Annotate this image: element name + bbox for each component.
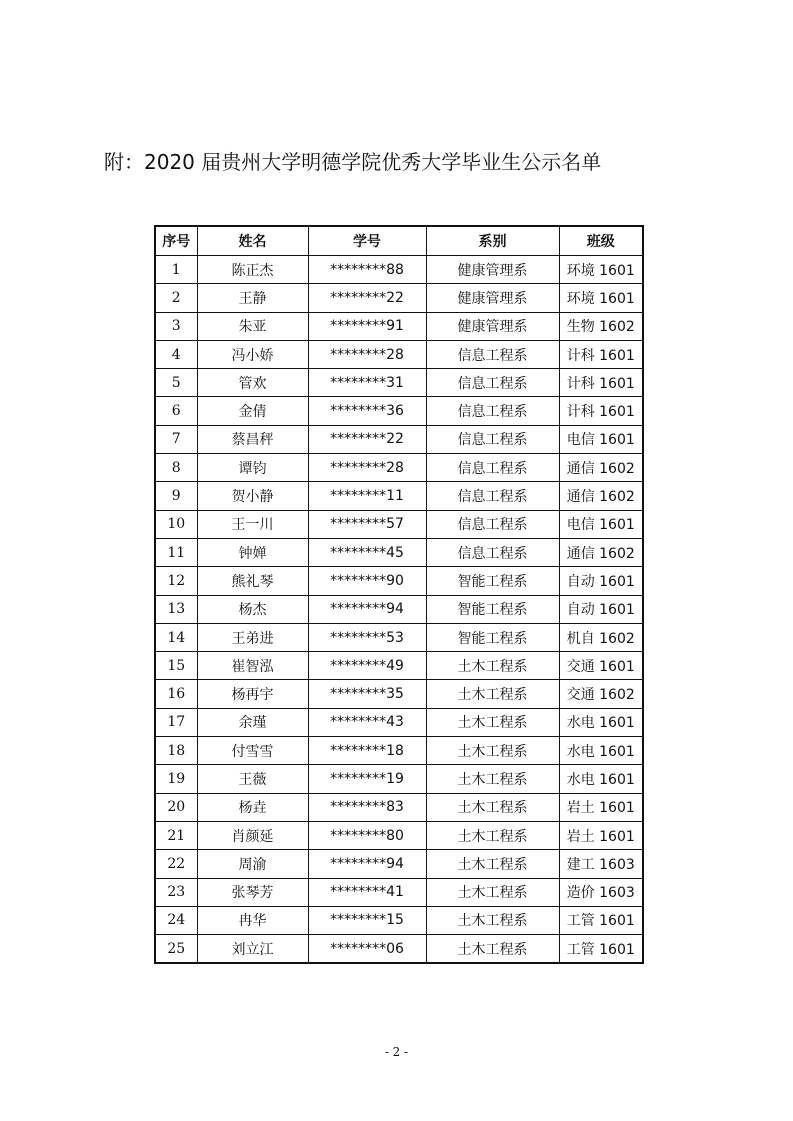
cell-class: 计科 1601 <box>559 369 643 397</box>
cell-department: 信息工程系 <box>426 538 559 566</box>
cell-name: 刘立江 <box>197 935 308 964</box>
cell-student-id: ********57 <box>308 510 426 538</box>
cell-department: 信息工程系 <box>426 510 559 538</box>
cell-serial-number: 20 <box>155 793 197 821</box>
cell-department: 智能工程系 <box>426 623 559 651</box>
cell-student-id: ********43 <box>308 708 426 736</box>
cell-serial-number: 2 <box>155 284 197 312</box>
cell-serial-number: 3 <box>155 312 197 340</box>
cell-department: 健康管理系 <box>426 312 559 340</box>
table-row <box>155 680 643 708</box>
cell-serial-number: 10 <box>155 510 197 538</box>
cell-student-id: ********35 <box>308 680 426 708</box>
cell-student-id: ********91 <box>308 312 426 340</box>
table-row <box>155 510 643 538</box>
cell-class: 水电 1601 <box>559 765 643 793</box>
cell-class: 自动 1601 <box>559 567 643 595</box>
cell-class: 环境 1601 <box>559 284 643 312</box>
cell-student-id: ********06 <box>308 935 426 964</box>
cell-name: 王弟进 <box>197 623 308 651</box>
cell-name: 贺小静 <box>197 482 308 510</box>
cell-serial-number: 6 <box>155 397 197 425</box>
cell-serial-number: 9 <box>155 482 197 510</box>
cell-class: 生物 1602 <box>559 312 643 340</box>
cell-serial-number: 5 <box>155 369 197 397</box>
cell-student-id: ********94 <box>308 595 426 623</box>
cell-student-id: ********88 <box>308 256 426 284</box>
cell-class: 自动 1601 <box>559 595 643 623</box>
table-row <box>155 369 643 397</box>
cell-department: 土木工程系 <box>426 935 559 964</box>
table-row <box>155 765 643 793</box>
graduate-list-table <box>154 225 644 964</box>
table-row <box>155 538 643 566</box>
cell-class: 水电 1601 <box>559 708 643 736</box>
cell-name: 崔智泓 <box>197 652 308 680</box>
cell-name: 金倩 <box>197 397 308 425</box>
cell-name: 杨垚 <box>197 793 308 821</box>
cell-class: 工管 1601 <box>559 906 643 934</box>
cell-class: 电信 1601 <box>559 425 643 453</box>
cell-student-id: ********18 <box>308 737 426 765</box>
cell-serial-number: 18 <box>155 737 197 765</box>
cell-class: 通信 1602 <box>559 538 643 566</box>
cell-class: 岩土 1601 <box>559 821 643 849</box>
cell-name: 王静 <box>197 284 308 312</box>
cell-department: 土木工程系 <box>426 708 559 736</box>
table-header-row <box>155 226 643 256</box>
cell-class: 电信 1601 <box>559 510 643 538</box>
cell-serial-number: 1 <box>155 256 197 284</box>
document-title: 附：2020 届贵州大学明德学院优秀大学毕业生公示名单 <box>104 150 602 174</box>
cell-class: 水电 1601 <box>559 737 643 765</box>
header-student-id: 学号 <box>308 226 426 256</box>
cell-serial-number: 15 <box>155 652 197 680</box>
table-row <box>155 737 643 765</box>
cell-serial-number: 25 <box>155 935 197 964</box>
table-row <box>155 256 643 284</box>
table-row <box>155 567 643 595</box>
cell-name: 余瑾 <box>197 708 308 736</box>
cell-class: 岩土 1601 <box>559 793 643 821</box>
cell-department: 智能工程系 <box>426 595 559 623</box>
cell-class: 交通 1601 <box>559 652 643 680</box>
table-row <box>155 312 643 340</box>
cell-serial-number: 11 <box>155 538 197 566</box>
cell-department: 信息工程系 <box>426 340 559 368</box>
cell-department: 土木工程系 <box>426 850 559 878</box>
table-row <box>155 397 643 425</box>
table-row <box>155 821 643 849</box>
cell-name: 谭钧 <box>197 454 308 482</box>
cell-serial-number: 13 <box>155 595 197 623</box>
header-class: 班级 <box>559 226 643 256</box>
cell-student-id: ********19 <box>308 765 426 793</box>
cell-serial-number: 7 <box>155 425 197 453</box>
cell-department: 土木工程系 <box>426 737 559 765</box>
cell-student-id: ********22 <box>308 425 426 453</box>
cell-department: 土木工程系 <box>426 793 559 821</box>
table-row <box>155 652 643 680</box>
cell-student-id: ********28 <box>308 340 426 368</box>
cell-department: 信息工程系 <box>426 425 559 453</box>
table-row <box>155 850 643 878</box>
cell-serial-number: 24 <box>155 906 197 934</box>
cell-name: 付雪雪 <box>197 737 308 765</box>
cell-serial-number: 23 <box>155 878 197 906</box>
cell-student-id: ********31 <box>308 369 426 397</box>
cell-name: 杨再宇 <box>197 680 308 708</box>
table-row <box>155 340 643 368</box>
table-row <box>155 878 643 906</box>
table-row <box>155 623 643 651</box>
cell-serial-number: 19 <box>155 765 197 793</box>
cell-class: 环境 1601 <box>559 256 643 284</box>
table-row <box>155 284 643 312</box>
cell-department: 土木工程系 <box>426 906 559 934</box>
cell-name: 冉华 <box>197 906 308 934</box>
cell-department: 信息工程系 <box>426 369 559 397</box>
cell-department: 信息工程系 <box>426 482 559 510</box>
cell-class: 通信 1602 <box>559 482 643 510</box>
table-row <box>155 906 643 934</box>
cell-student-id: ********90 <box>308 567 426 595</box>
table-body <box>155 256 643 964</box>
cell-student-id: ********49 <box>308 652 426 680</box>
cell-serial-number: 22 <box>155 850 197 878</box>
cell-student-id: ********22 <box>308 284 426 312</box>
table-row <box>155 595 643 623</box>
cell-student-id: ********80 <box>308 821 426 849</box>
cell-serial-number: 12 <box>155 567 197 595</box>
header-name: 姓名 <box>197 226 308 256</box>
cell-name: 陈正杰 <box>197 256 308 284</box>
cell-student-id: ********94 <box>308 850 426 878</box>
cell-name: 王薇 <box>197 765 308 793</box>
cell-class: 计科 1601 <box>559 397 643 425</box>
cell-student-id: ********41 <box>308 878 426 906</box>
cell-class: 计科 1601 <box>559 340 643 368</box>
cell-name: 蔡昌秤 <box>197 425 308 453</box>
cell-student-id: ********36 <box>308 397 426 425</box>
cell-department: 信息工程系 <box>426 454 559 482</box>
cell-name: 钟婵 <box>197 538 308 566</box>
cell-department: 土木工程系 <box>426 765 559 793</box>
cell-name: 张琴芳 <box>197 878 308 906</box>
header-serial-number: 序号 <box>155 226 197 256</box>
cell-student-id: ********15 <box>308 906 426 934</box>
cell-department: 信息工程系 <box>426 397 559 425</box>
cell-department: 土木工程系 <box>426 878 559 906</box>
cell-department: 土木工程系 <box>426 680 559 708</box>
cell-department: 健康管理系 <box>426 284 559 312</box>
cell-class: 机自 1602 <box>559 623 643 651</box>
header-department: 系别 <box>426 226 559 256</box>
cell-department: 健康管理系 <box>426 256 559 284</box>
cell-serial-number: 17 <box>155 708 197 736</box>
cell-name: 朱亚 <box>197 312 308 340</box>
cell-name: 杨杰 <box>197 595 308 623</box>
page-number: - 2 - <box>384 1045 409 1059</box>
cell-department: 智能工程系 <box>426 567 559 595</box>
cell-class: 建工 1603 <box>559 850 643 878</box>
cell-name: 王一川 <box>197 510 308 538</box>
cell-department: 土木工程系 <box>426 821 559 849</box>
cell-student-id: ********83 <box>308 793 426 821</box>
table-row <box>155 935 643 964</box>
cell-name: 周渝 <box>197 850 308 878</box>
cell-name: 肖颜延 <box>197 821 308 849</box>
cell-serial-number: 8 <box>155 454 197 482</box>
cell-name: 冯小娇 <box>197 340 308 368</box>
cell-class: 通信 1602 <box>559 454 643 482</box>
cell-department: 土木工程系 <box>426 652 559 680</box>
table-row <box>155 482 643 510</box>
cell-name: 管欢 <box>197 369 308 397</box>
cell-serial-number: 21 <box>155 821 197 849</box>
table-row <box>155 454 643 482</box>
cell-serial-number: 14 <box>155 623 197 651</box>
cell-student-id: ********45 <box>308 538 426 566</box>
table-row <box>155 425 643 453</box>
table-row <box>155 793 643 821</box>
cell-serial-number: 4 <box>155 340 197 368</box>
table-row <box>155 708 643 736</box>
cell-serial-number: 16 <box>155 680 197 708</box>
cell-student-id: ********28 <box>308 454 426 482</box>
cell-class: 交通 1602 <box>559 680 643 708</box>
cell-name: 熊礼琴 <box>197 567 308 595</box>
cell-class: 造价 1603 <box>559 878 643 906</box>
cell-student-id: ********53 <box>308 623 426 651</box>
cell-class: 工管 1601 <box>559 935 643 964</box>
cell-student-id: ********11 <box>308 482 426 510</box>
